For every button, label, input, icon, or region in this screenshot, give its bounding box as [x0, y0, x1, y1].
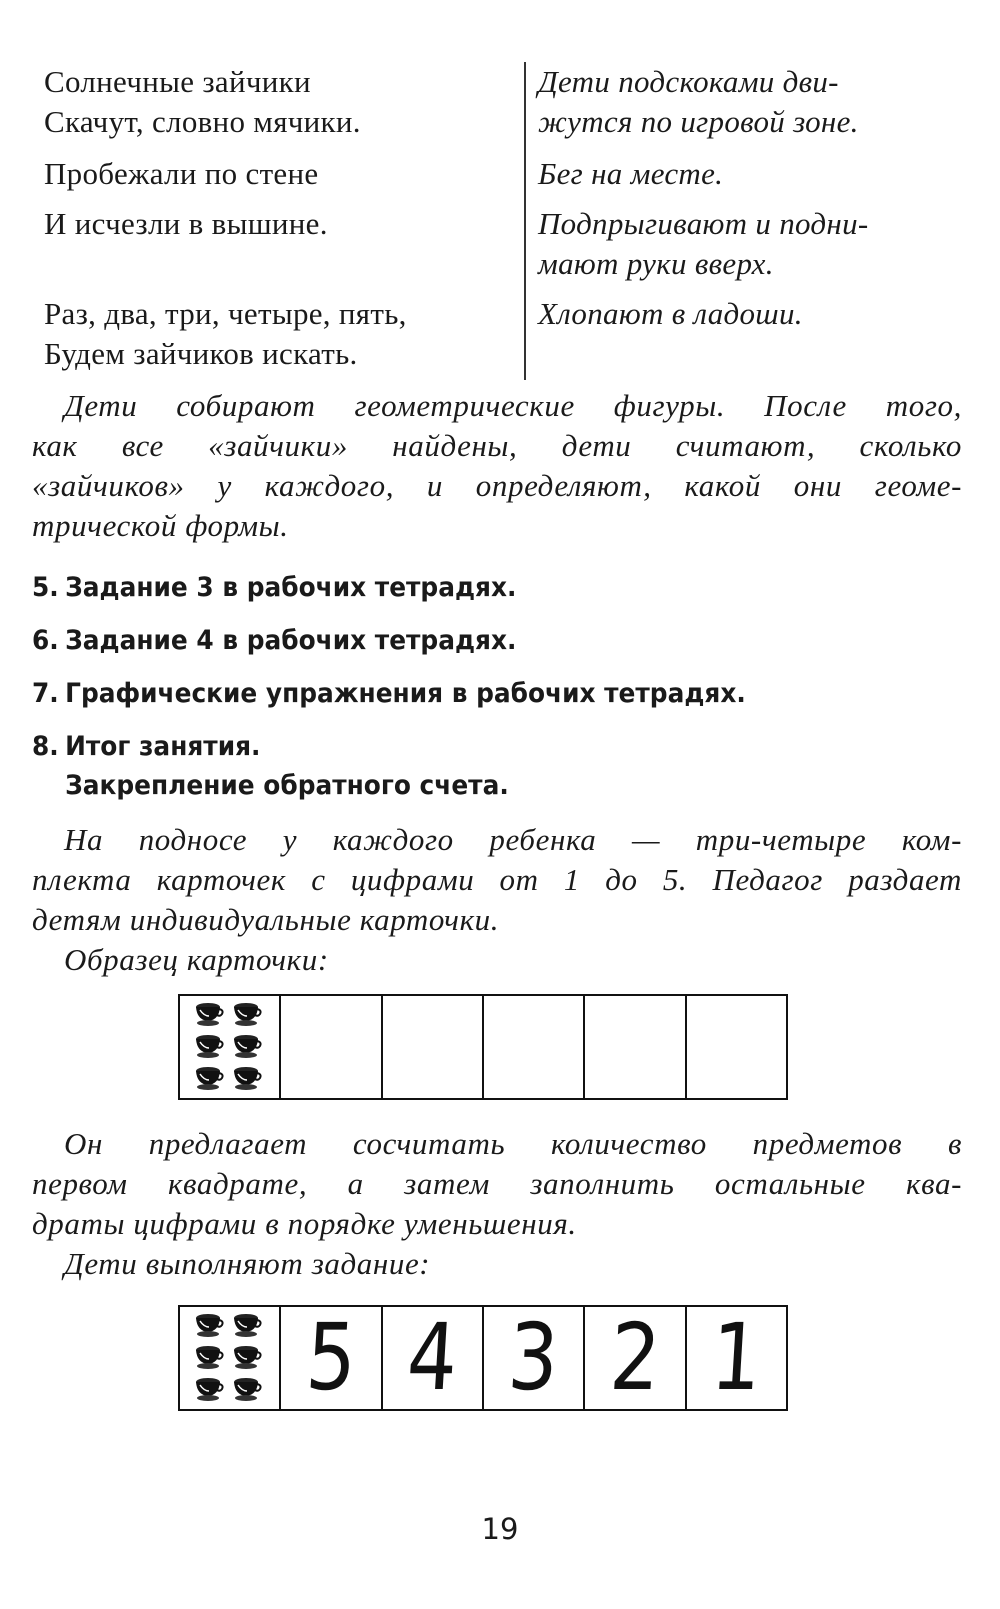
text-line: первом квадрате, а затем заполнить остальные ква- [32, 1166, 962, 1201]
teacup-icon [232, 1375, 262, 1403]
task-number: 7. [32, 678, 59, 709]
card-cell-cups [180, 996, 279, 1098]
card-cell-digit [685, 1304, 786, 1411]
sample-card [178, 994, 788, 1100]
poem-line: Будем зайчиков искать. [44, 336, 358, 371]
text-line: Он предлагает сосчитать количество предметов в [64, 1126, 962, 1161]
text-line: трической формы. [32, 508, 289, 543]
handwritten-digit: 3 [505, 1304, 562, 1411]
teacup-icon [232, 1032, 262, 1060]
poem-action: Хлопают в ладоши. [538, 296, 803, 331]
teacup-icon [232, 1343, 262, 1371]
teacup-icon [194, 1000, 224, 1028]
task-number: 8. [32, 731, 59, 762]
text-line: как все «зайчики» найдены, дети считают, сколько [32, 428, 962, 463]
task-number: 6. [32, 625, 59, 656]
task-text: Задание 4 в рабочих тетрадях. [65, 625, 517, 656]
card-cell-empty [583, 996, 684, 1098]
text-line: Дети собирают геометрические фигуры. После того, [64, 388, 962, 423]
instruction-paragraph [32, 1124, 962, 1284]
task-subitem [32, 766, 509, 806]
task-number: 5. [32, 572, 59, 603]
instruction-paragraph [32, 820, 962, 980]
card-cell-empty [381, 996, 482, 1098]
task-item [32, 568, 516, 608]
card-cell-empty [685, 996, 786, 1098]
poem-action: мают руки вверх. [538, 246, 774, 281]
text-line: драты цифрами в порядке уменьшения. [32, 1206, 577, 1241]
handwritten-digit: 2 [606, 1304, 664, 1411]
card-cell-empty [279, 996, 380, 1098]
teacup-icon [194, 1311, 224, 1339]
poem-line: И исчезли в вышине. [44, 206, 328, 241]
card-cell-empty [482, 996, 583, 1098]
teacup-icon [194, 1032, 224, 1060]
card-cell-digit [583, 1304, 684, 1411]
poem-line: Раз, два, три, четыре, пять, [44, 296, 407, 331]
teacup-icon [232, 1311, 262, 1339]
text-line: На подносе у каждого ребенка — три-четыре ком- [64, 822, 962, 857]
card-cell-cups [180, 1307, 279, 1409]
text-line: плекта карточек с цифрами от 1 до 5. Педагог раздает [32, 862, 962, 897]
poem-action: жутся по игровой зоне. [538, 104, 859, 139]
handwritten-digit: 5 [302, 1304, 360, 1411]
task-text: Задание 3 в рабочих тетрадях. [65, 572, 517, 603]
cups-group [194, 1311, 266, 1405]
column-divider [524, 62, 526, 380]
poem-table [44, 62, 964, 380]
cups-group [194, 1000, 266, 1094]
poem-action: Бег на месте. [538, 156, 724, 191]
teacup-icon [194, 1064, 224, 1092]
teacup-icon [194, 1375, 224, 1403]
text-line: «зайчиков» у каждого, и определяют, какой они геоме- [32, 468, 962, 503]
sample-label: Образец карточки: [64, 942, 329, 977]
completed-card [178, 1305, 788, 1411]
card-cell-digit [279, 1304, 380, 1411]
page-number: 19 [481, 1512, 519, 1546]
teacup-icon [232, 1000, 262, 1028]
task-item [32, 621, 516, 661]
done-label: Дети выполняют задание: [64, 1246, 431, 1281]
task-text: Итог занятия. [65, 731, 261, 762]
poem-action: Подпрыгивают и подни- [538, 206, 869, 241]
card-cell-digit [482, 1304, 583, 1411]
task-text: Закрепление обратного счета. [65, 770, 509, 801]
poem-action: Дети подскоками дви- [538, 64, 839, 99]
handwritten-digit: 1 [708, 1304, 765, 1411]
teacup-icon [194, 1343, 224, 1371]
task-text: Графические упражнения в рабочих тетрадях. [65, 678, 746, 709]
task-item [32, 727, 261, 767]
card-cell-digit [381, 1304, 482, 1411]
poem-line: Скачут, словно мячики. [44, 104, 361, 139]
text-line: детям индивидуальные карточки. [32, 902, 500, 937]
teacup-icon [232, 1064, 262, 1092]
task-item [32, 674, 746, 714]
handwritten-digit: 4 [404, 1304, 461, 1411]
poem-line: Солнечные зайчики [44, 64, 311, 99]
poem-line: Пробежали по стене [44, 156, 319, 191]
instruction-paragraph [32, 386, 962, 546]
